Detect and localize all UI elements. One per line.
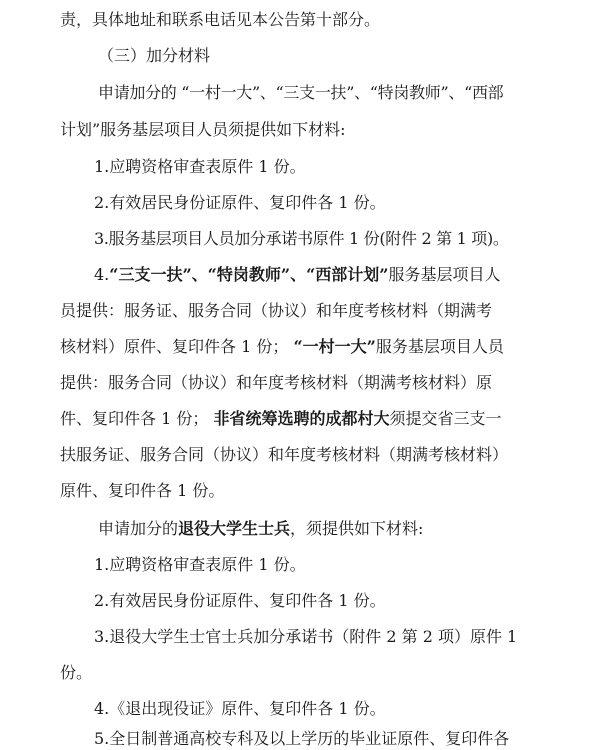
text-segment: 服务基层项目人 bbox=[388, 265, 501, 284]
text-segment: （三）加分材料 bbox=[98, 46, 211, 65]
list-item bbox=[94, 728, 509, 750]
text-segment: 申请加分的 “一村一大”、“三支一扶”、“特岗教师”、“西部 bbox=[98, 83, 504, 102]
bold-segment: “三支一扶”、“特岗教师”、“西部计划” bbox=[109, 265, 389, 284]
text-segment: 原件、复印件各 1 份。 bbox=[60, 481, 225, 500]
text-segment: 计划”服务基层项目人员须提供如下材料: bbox=[60, 120, 346, 139]
text-segment: 2.有效居民身份证原件、复印件各 1 份。 bbox=[94, 591, 386, 610]
bold-segment: 退役大学生士兵 bbox=[178, 519, 291, 538]
list-item bbox=[94, 626, 517, 648]
text-line bbox=[60, 372, 492, 394]
text-segment: 4.《退出现役证》原件、复印件各 1 份。 bbox=[94, 699, 386, 718]
text-line bbox=[60, 300, 492, 322]
list-item bbox=[94, 228, 509, 250]
text-segment: 2.有效居民身份证原件、复印件各 1 份。 bbox=[94, 193, 386, 212]
list-item bbox=[94, 192, 386, 214]
list-item bbox=[94, 156, 306, 178]
text-segment: 核材料）原件、复印件各 1 份； bbox=[60, 337, 294, 356]
bold-segment: 非省统筹选聘的成都村大 bbox=[213, 409, 390, 428]
bold-segment: “一村一大” bbox=[293, 337, 376, 356]
text-segment: 1.应聘资格审查表原件 1 份。 bbox=[94, 555, 306, 574]
text-segment: 须提交省三支一 bbox=[389, 409, 502, 428]
section-heading bbox=[98, 45, 210, 67]
list-item bbox=[94, 698, 386, 720]
list-item bbox=[94, 264, 501, 286]
text-line bbox=[98, 518, 423, 540]
text-segment: 3.服务基层项目人员加分承诺书原件 1 份(附件 2 第 1 项)。 bbox=[94, 229, 509, 248]
text-segment: 员提供：服务证、服务合同（协议）和年度考核材料（期满考 bbox=[60, 301, 493, 320]
text-segment: 申请加分的 bbox=[98, 519, 179, 538]
text-line bbox=[60, 480, 224, 502]
text-segment: 责，具体地址和联系电话见本公告第十部分。 bbox=[60, 10, 381, 29]
list-item bbox=[94, 590, 386, 612]
text-segment: 服务基层项目人员 bbox=[375, 337, 504, 356]
text-segment: 1.应聘资格审查表原件 1 份。 bbox=[94, 157, 306, 176]
text-line bbox=[60, 336, 504, 358]
text-segment: ，须提供如下材料: bbox=[290, 519, 424, 538]
text-line bbox=[98, 82, 503, 104]
text-segment: 件、复印件各 1 份； bbox=[60, 409, 214, 428]
text-segment: 3.退役大学生士官士兵加分承诺书（附件 2 第 2 项）原件 1 bbox=[94, 627, 518, 646]
text-line bbox=[60, 444, 508, 466]
text-segment: 5.全日制普通高校专科及以上学历的毕业证原件、复印件各 bbox=[94, 729, 510, 748]
text-line bbox=[60, 408, 501, 430]
text-segment: 扶服务证、服务合同（协议）和年度考核材料（期满考核材料） bbox=[60, 445, 509, 464]
text-segment: 份。 bbox=[60, 663, 93, 682]
text-segment: 提供：服务合同（协议）和年度考核材料（期满考核材料）原 bbox=[60, 373, 493, 392]
list-item bbox=[94, 554, 306, 576]
text-segment: 4. bbox=[94, 265, 110, 284]
text-line bbox=[60, 662, 92, 684]
text-line bbox=[60, 9, 380, 31]
text-line bbox=[60, 119, 346, 141]
